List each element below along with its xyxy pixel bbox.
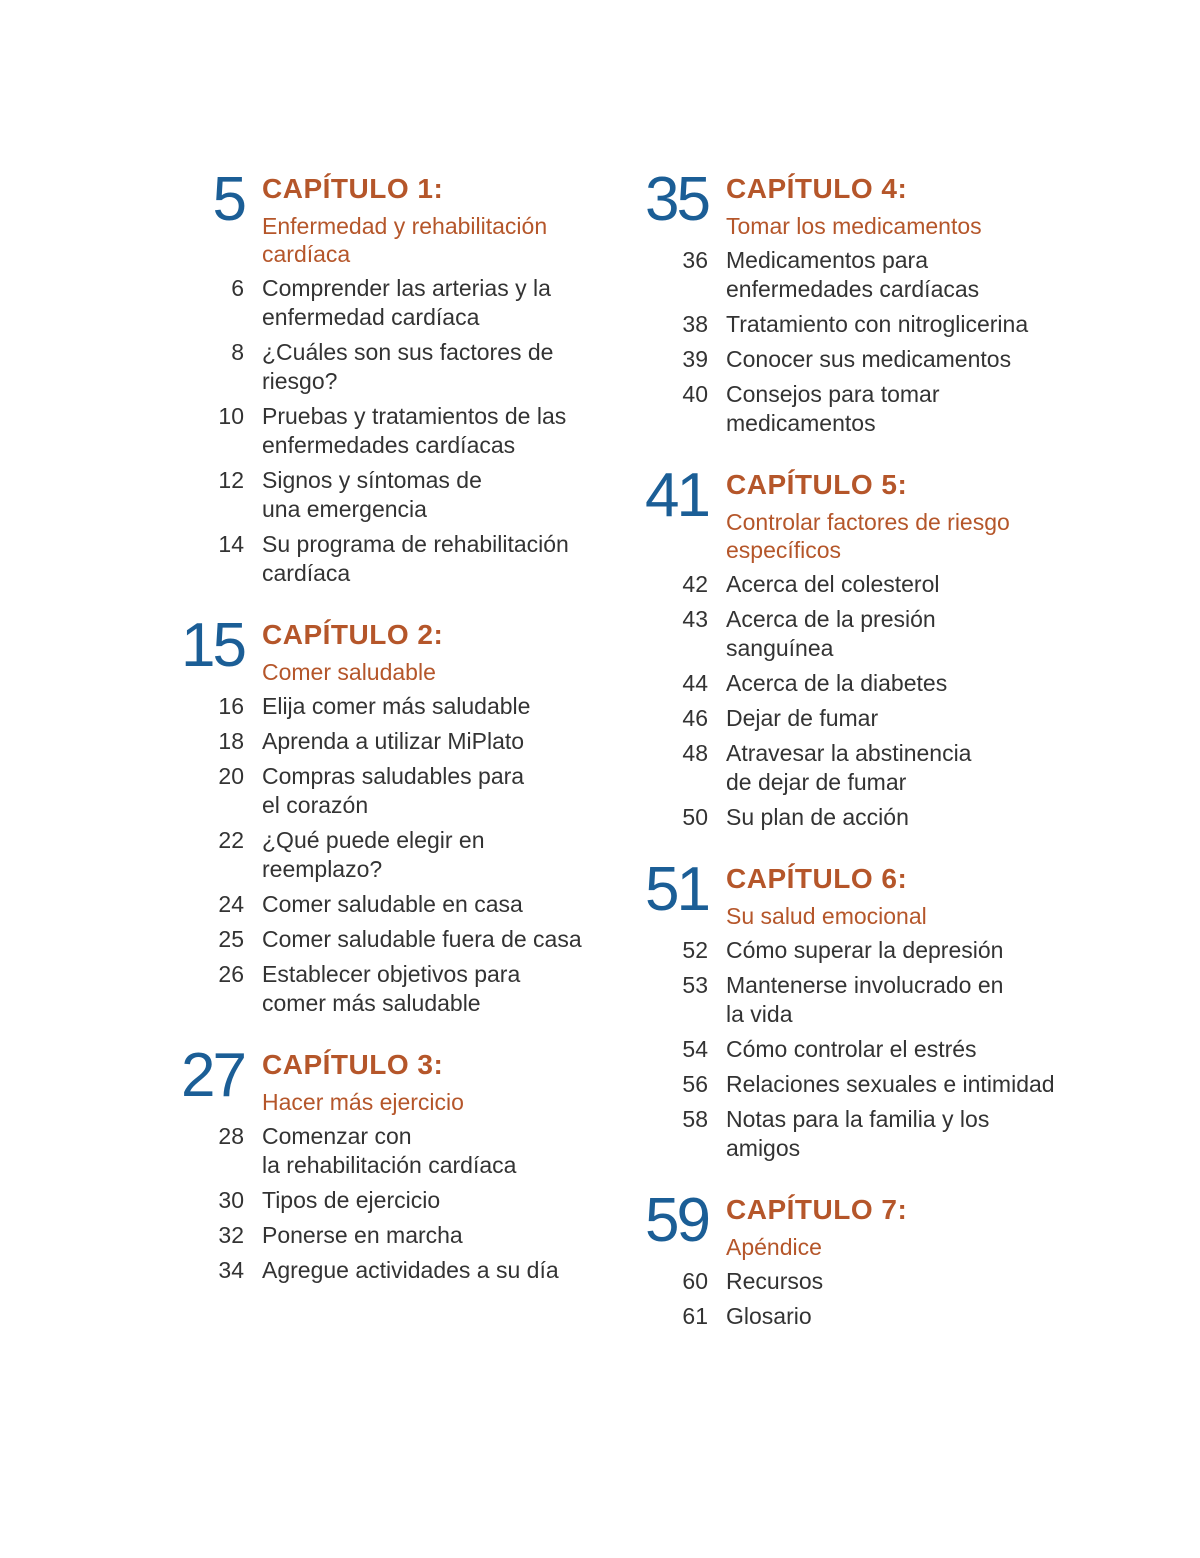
entry-title: Recursos <box>726 1268 824 1294</box>
entry-page-number: 42 <box>682 571 708 597</box>
chapter-title: Hacer más ejercicio <box>262 1089 464 1115</box>
chapter-entry-list <box>614 570 1094 832</box>
toc-entry[interactable] <box>614 1035 1094 1064</box>
entry-page-number: 58 <box>682 1106 708 1132</box>
entry-title: Elija comer más saludable <box>262 693 531 719</box>
chapter-heading <box>150 611 620 686</box>
entry-page-number: 39 <box>682 346 708 372</box>
entry-page-number: 6 <box>231 275 244 301</box>
toc-entry[interactable] <box>614 669 1094 698</box>
chapter-heading-text <box>262 614 620 686</box>
entry-page-number: 50 <box>682 804 708 830</box>
entry-page-number: 46 <box>682 705 708 731</box>
entry-page-number: 34 <box>218 1257 244 1283</box>
chapter-entry-list <box>150 692 620 1018</box>
toc-entry[interactable] <box>150 960 620 1018</box>
toc-entry[interactable] <box>614 971 1094 1029</box>
chapter-section <box>150 611 620 1018</box>
toc-entry[interactable] <box>150 1122 620 1180</box>
toc-entry[interactable] <box>614 739 1094 797</box>
entry-page-number: 52 <box>682 937 708 963</box>
entry-page-number: 28 <box>218 1123 244 1149</box>
chapter-heading-text <box>726 464 1094 564</box>
entry-title: Atravesar la abstinencia de dejar de fumar <box>726 740 972 795</box>
toc-entry[interactable] <box>150 762 620 820</box>
chapter-entry-list <box>614 246 1094 438</box>
toc-column-right <box>614 165 1094 1357</box>
toc-entry[interactable] <box>614 803 1094 832</box>
entry-page-number: 14 <box>218 531 244 557</box>
entry-page-number: 24 <box>218 891 244 917</box>
entry-title: Ponerse en marcha <box>262 1222 463 1248</box>
entry-title: Acerca del colesterol <box>726 571 940 597</box>
entry-title: Medicamentos para enfermedades cardíacas <box>726 247 980 302</box>
entry-title: Tipos de ejercicio <box>262 1187 441 1213</box>
entry-title: Dejar de fumar <box>726 705 879 731</box>
entry-page-number: 56 <box>682 1071 708 1097</box>
entry-title: Comenzar con la rehabilitación cardíaca <box>262 1123 517 1178</box>
chapter-section <box>614 855 1094 1163</box>
toc-entry[interactable] <box>614 704 1094 733</box>
chapter-title: Apéndice <box>726 1234 822 1260</box>
entry-title: Cómo superar la depresión <box>726 937 1004 963</box>
chapter-section <box>614 1186 1094 1331</box>
entry-page-number: 18 <box>218 728 244 754</box>
chapter-label: CAPÍTULO 1: <box>262 173 444 204</box>
chapter-heading-text <box>726 1189 1094 1261</box>
chapter-label: CAPÍTULO 3: <box>262 1049 444 1080</box>
chapter-title: Controlar factores de riesgo específicos <box>726 509 1010 563</box>
chapter-page-number: 41 <box>645 461 708 530</box>
entry-title: Su programa de rehabilitación cardíaca <box>262 531 569 586</box>
chapter-label: CAPÍTULO 4: <box>726 173 908 204</box>
toc-entry[interactable] <box>150 466 620 524</box>
entry-page-number: 54 <box>682 1036 708 1062</box>
entry-title: Conocer sus medicamentos <box>726 346 1012 372</box>
chapter-heading <box>150 165 620 268</box>
chapter-entry-list <box>150 274 620 588</box>
chapter-title: Enfermedad y rehabilitación cardíaca <box>262 213 548 267</box>
entry-title: Agregue actividades a su día <box>262 1257 559 1283</box>
toc-entry[interactable] <box>614 936 1094 965</box>
entry-title: Su plan de acción <box>726 804 909 830</box>
toc-entry[interactable] <box>614 1105 1094 1163</box>
chapter-label: CAPÍTULO 6: <box>726 863 908 894</box>
chapter-title: Comer saludable <box>262 659 436 685</box>
chapter-heading <box>614 461 1094 564</box>
entry-title: ¿Qué puede elegir en reemplazo? <box>262 827 485 882</box>
toc-entry[interactable] <box>614 605 1094 663</box>
entry-page-number: 26 <box>218 961 244 987</box>
entry-title: Establecer objetivos para comer más saludable <box>262 961 521 1016</box>
entry-title: ¿Cuáles son sus factores de riesgo? <box>262 339 554 394</box>
chapter-page-number: 59 <box>645 1186 708 1255</box>
entry-title: Notas para la familia y los amigos <box>726 1106 990 1161</box>
entry-title: Compras saludables para el corazón <box>262 763 525 818</box>
chapter-heading-text <box>262 1044 620 1116</box>
chapter-heading-text <box>726 858 1094 930</box>
entry-page-number: 60 <box>682 1268 708 1294</box>
entry-title: Glosario <box>726 1303 812 1329</box>
toc-entry[interactable] <box>150 274 620 332</box>
entry-page-number: 48 <box>682 740 708 766</box>
chapter-heading <box>150 1041 620 1116</box>
entry-title: Mantenerse involucrado en la vida <box>726 972 1004 1027</box>
toc-column-left <box>150 165 620 1311</box>
entry-page-number: 43 <box>682 606 708 632</box>
entry-page-number: 22 <box>218 827 244 853</box>
chapter-page-number: 51 <box>645 855 708 924</box>
toc-entry[interactable] <box>150 692 620 721</box>
toc-entry[interactable] <box>614 1267 1094 1296</box>
chapter-title: Su salud emocional <box>726 903 927 929</box>
entry-title: Acerca de la diabetes <box>726 670 948 696</box>
entry-title: Pruebas y tratamientos de las enfermedades cardíacas <box>262 403 567 458</box>
chapter-page-number: 35 <box>645 165 708 234</box>
chapter-section <box>614 461 1094 832</box>
entry-title: Tratamiento con nitroglicerina <box>726 311 1029 337</box>
entry-title: Signos y síntomas de una emergencia <box>262 467 482 522</box>
toc-entry[interactable] <box>150 1256 620 1285</box>
toc-entry[interactable] <box>614 380 1094 438</box>
chapter-entry-list <box>614 936 1094 1163</box>
entry-page-number: 32 <box>218 1222 244 1248</box>
toc-entry[interactable] <box>150 338 620 396</box>
entry-page-number: 20 <box>218 763 244 789</box>
entry-page-number: 44 <box>682 670 708 696</box>
chapter-section <box>150 165 620 588</box>
entry-page-number: 10 <box>218 403 244 429</box>
chapter-page-number: 5 <box>212 165 244 234</box>
entry-page-number: 36 <box>682 247 708 273</box>
entry-page-number: 40 <box>682 381 708 407</box>
chapter-label: CAPÍTULO 2: <box>262 619 444 650</box>
entry-title: Comer saludable fuera de casa <box>262 926 582 952</box>
entry-page-number: 8 <box>231 339 244 365</box>
entry-page-number: 30 <box>218 1187 244 1213</box>
entry-title: Acerca de la presión sanguínea <box>726 606 936 661</box>
entry-page-number: 25 <box>218 926 244 952</box>
entry-title: Consejos para tomar medicamentos <box>726 381 940 436</box>
entry-title: Comer saludable en casa <box>262 891 523 917</box>
entry-title: Relaciones sexuales e intimidad <box>726 1071 1055 1097</box>
toc-entry[interactable] <box>614 1302 1094 1331</box>
entry-page-number: 53 <box>682 972 708 998</box>
entry-title: Aprenda a utilizar MiPlato <box>262 728 525 754</box>
chapter-entry-list <box>614 1267 1094 1331</box>
chapter-section <box>614 165 1094 438</box>
chapter-label: CAPÍTULO 5: <box>726 469 908 500</box>
toc-entry[interactable] <box>150 925 620 954</box>
entry-page-number: 16 <box>218 693 244 719</box>
toc-entry[interactable] <box>614 1070 1094 1099</box>
entry-title: Comprender las arterias y la enfermedad cardíaca <box>262 275 551 330</box>
toc-entry[interactable] <box>150 890 620 919</box>
chapter-label: CAPÍTULO 7: <box>726 1194 908 1225</box>
toc-entry[interactable] <box>150 1186 620 1215</box>
toc-entry[interactable] <box>150 826 620 884</box>
toc-entry[interactable] <box>150 727 620 756</box>
entry-page-number: 61 <box>682 1303 708 1329</box>
toc-entry[interactable] <box>614 345 1094 374</box>
entry-title: Cómo controlar el estrés <box>726 1036 977 1062</box>
entry-page-number: 12 <box>218 467 244 493</box>
toc-entry[interactable] <box>150 530 620 588</box>
toc-entry[interactable] <box>150 1221 620 1250</box>
chapter-heading <box>614 1186 1094 1261</box>
chapter-page-number: 15 <box>181 611 244 680</box>
toc-entry[interactable] <box>614 570 1094 599</box>
chapter-heading-text <box>726 168 1094 240</box>
chapter-heading <box>614 855 1094 930</box>
chapter-heading-text <box>262 168 620 268</box>
chapter-page-number: 27 <box>181 1041 244 1110</box>
toc-entry[interactable] <box>614 246 1094 304</box>
chapter-entry-list <box>150 1122 620 1285</box>
chapter-section <box>150 1041 620 1285</box>
toc-entry[interactable] <box>614 310 1094 339</box>
chapter-title: Tomar los medicamentos <box>726 213 982 239</box>
entry-page-number: 38 <box>682 311 708 337</box>
toc-entry[interactable] <box>150 402 620 460</box>
chapter-heading <box>614 165 1094 240</box>
